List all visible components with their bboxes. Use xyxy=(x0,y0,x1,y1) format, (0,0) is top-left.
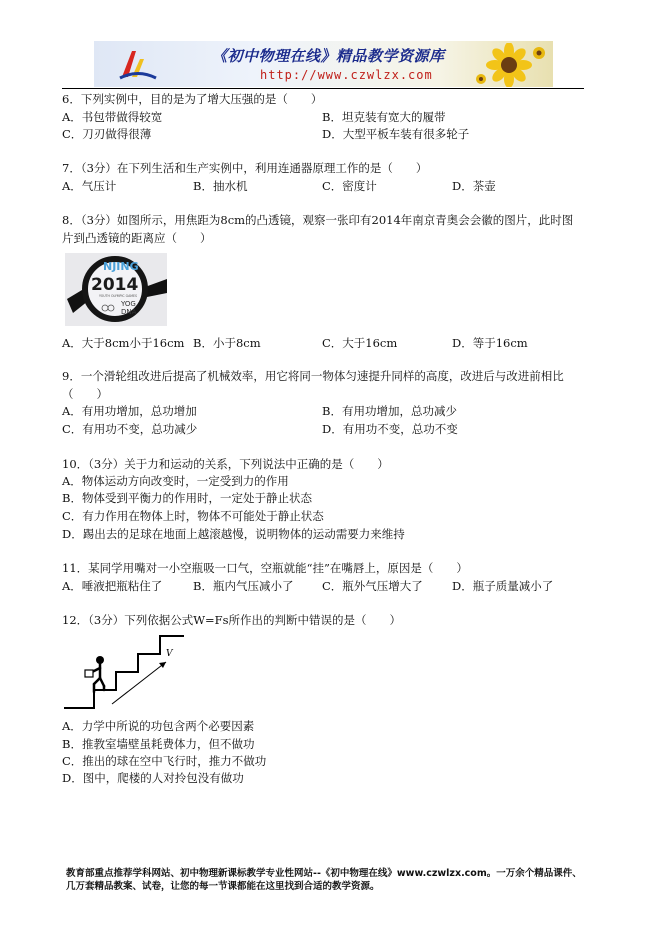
q9-option-a: A．有用功增加，总功增加 xyxy=(62,404,197,418)
footer-line1: 教育部重点推荐学科网站、初中物理新课标教学专业性网站--《初中物理在线》www.czwlzx.com。一万余个精品课件、 xyxy=(66,868,582,879)
fig-text-yog: YOG xyxy=(121,300,136,308)
q8-stem-line2: 片到凸透镜的距离应（ ） xyxy=(62,231,212,245)
q9-stem-line2: （ ） xyxy=(62,387,108,401)
handbag-icon xyxy=(85,670,93,677)
q10-option-b: B．物体受到平衡力的作用时，一定处于静止状态 xyxy=(62,491,312,505)
q12-stem: 12．（3分）下列依据公式W=Fs所作出的判断中错误的是（ ） xyxy=(62,613,402,627)
footer-line2: 几万套精品教案、试卷，让您的每一节课都能在这里找到合适的教学资源。 xyxy=(66,881,380,892)
q11-option-c: C．瓶外气压增大了 xyxy=(322,579,423,593)
q10-option-c: C．有力作用在物体上时，物体不可能处于静止状态 xyxy=(62,509,324,523)
fig-text-dna: DNA xyxy=(121,308,137,316)
q8-option-a: A．大于8cm小于16cm xyxy=(62,336,185,350)
q9-stem-line1: 9．一个滑轮组改进后提高了机械效率，用它将同一物体匀速提升同样的高度，改进后与改进前相比 xyxy=(62,369,564,383)
q6-stem: 6．下列实例中，目的是为了增大压强的是（ ） xyxy=(62,92,323,106)
banner-title: 《初中物理在线》精品教学资源库 xyxy=(212,47,445,65)
q12-option-a: A．力学中所说的功包含两个必要因素 xyxy=(62,719,255,733)
q10-option-d: D．踢出去的足球在地面上越滚越慢，说明物体的运动需要力来维持 xyxy=(62,527,405,541)
q8-option-d: D．等于16cm xyxy=(452,336,528,350)
q10-option-a: A．物体运动方向改变时，一定受到力的作用 xyxy=(62,474,289,488)
q6-option-b: B．坦克装有宽大的履带 xyxy=(322,110,446,124)
q10-stem: 10．（3分）关于力和运动的关系，下列说法中正确的是（ ） xyxy=(62,457,389,471)
q11-option-a: A．唾液把瓶粘住了 xyxy=(62,579,163,593)
q9-option-d: D．有用功不变，总功不变 xyxy=(322,422,458,436)
q6-option-c: C．刀刃做得很薄 xyxy=(62,127,152,141)
q8-stem-line1: 8．（3分）如图所示，用焦距为8cm的凸透镜，观察一张印有2014年南京青奥会会徽的图片，此时图 xyxy=(62,213,574,227)
fig-text-top: NJING xyxy=(103,260,139,273)
q11-stem: 11．某同学用嘴对一小空瓶吸一口气，空瓶就能“挂”在嘴唇上，原因是（ ） xyxy=(62,561,468,575)
stairs-outline xyxy=(64,636,184,708)
q8-option-b: B．小于8cm xyxy=(193,336,261,350)
magnifier-figure xyxy=(65,253,167,326)
banner-url: http://www.czwlzx.com xyxy=(260,68,433,82)
q7-option-d: D．茶壶 xyxy=(452,179,496,193)
sunflower-icon xyxy=(469,43,549,87)
q7-stem: 7．（3分）在下列生活和生产实例中，利用连通器原理工作的是（ ） xyxy=(62,161,428,175)
q7-option-a: A．气压计 xyxy=(62,179,117,193)
header-banner xyxy=(94,41,553,87)
q12-option-c: C．推出的球在空中飞行时，推力不做功 xyxy=(62,754,267,768)
fig-text-year: 2014 xyxy=(91,275,139,295)
fig-text-small: YOUTH OLYMPIC GAMES xyxy=(99,294,138,298)
q6-option-d: D．大型平板车装有很多轮子 xyxy=(322,127,470,141)
header-rule xyxy=(62,88,584,89)
stair-climbing-figure xyxy=(64,632,184,710)
climbing-person-icon xyxy=(92,656,104,692)
q12-option-d: D．图中，爬楼的人对拎包没有做功 xyxy=(62,771,244,785)
q9-option-b: B．有用功增加，总功减少 xyxy=(322,404,457,418)
site-logo-icon xyxy=(118,47,158,81)
q11-option-b: B．瓶内气压减小了 xyxy=(193,579,294,593)
q7-option-c: C．密度计 xyxy=(322,179,377,193)
q9-option-c: C．有用功不变，总功减少 xyxy=(62,422,198,436)
q11-option-d: D．瓶子质量减小了 xyxy=(452,579,554,593)
q12-option-b: B．推教室墙壁虽耗费体力，但不做功 xyxy=(62,737,255,751)
q6-option-a: A．书包带做得较宽 xyxy=(62,110,163,124)
velocity-label: V xyxy=(166,649,173,659)
q7-option-b: B．抽水机 xyxy=(193,179,248,193)
q8-option-c: C．大于16cm xyxy=(322,336,398,350)
